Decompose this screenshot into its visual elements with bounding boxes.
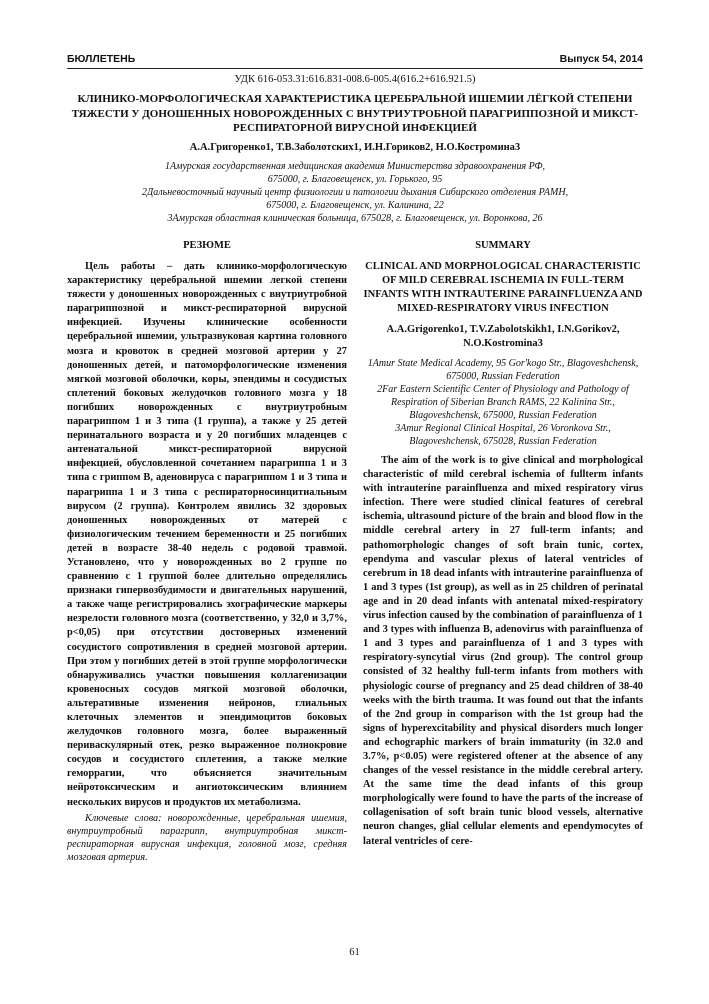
summary-body: The aim of the work is to give clinical and morphological characteristic of mild cerebral ischemia of fullterm infants with intrauterine parainfluenza and mixed respiratory virus infection. There were studied clinical features of cerebral ischemia, ultrasound picture of the brain and blood flow in the middle cerebral artery in 27 full-term infants; and pathomorphologic changes of soft brain tunic, cortex, ependyma and vascular plexus of lateral ventricles of cerebrum in 18 dead infants with intrauterine parainfluenza of 1 and 3 types (1st group), as well as in 25 children of perinatal age and in 20 dead infants with antenatal mixed-respiratory virus infection caused by the combination of parainfluenza of 1 and 3 types with influenza B, adenovirus with parainfluenza of 1 and 3 types and parainfluenza of 1 and 3 types with respiratory-syncytial virus (2nd group). The control group consisted of 32 healthy full-term infants from mothers with physiologic course of pregnancy and 25 dead children of 38-40 weeks with the birth trauma. It was found out that the infants of the 2nd group in comparison with the 1st group had the signs of hyperexcitability and physical disorders much longer and echographic markers of brain immaturity (in 32.0 and 3.7%, p<0.05) were registered oftener at the absence of any changes of the vessel resistance in the middle cerebral artery. At the same time the dead infants of this group morphologically were found to have the parts of the increase of collagenisation of soft brain tunic blood vessels, alternative neuron changes, glial cellular elements and ependymocytes of lateral ventricles of cere-	[363, 455, 643, 847]
english-title: CLINICAL AND MORPHOLOGICAL CHARACTERISTIC OF MILD CEREBRAL ISCHEMIA IN FULL-TERM INFANTS WITH INTRAUTERINE PARAINFLUENZA AND MIXED-RESPIRATORY VIRUS INFECTION	[363, 261, 643, 314]
summary-column	[363, 240, 643, 849]
affiliations	[67, 160, 643, 225]
resume-heading: РЕЗЮМЕ	[183, 240, 231, 251]
affiliation-line: 3Амурская областная клиническая больница, 675028, г. Благовещенск, ул. Воронкова, 26	[167, 213, 543, 224]
affiliation-line: 2Дальневосточный научный центр физиологии и патологии дыхания Сибирского отделения РАМН,	[141, 187, 569, 198]
header-rule	[67, 68, 643, 69]
resume-body: Цель работы – дать клинико-морфологическую характеристику церебральной ишемии легкой степени тяжести у доношенных новорожденных с внутриутробной парагриппозной и микст-респираторной вирусной инфекцией. Изучены клинические особенности церебральной ишемии, ультразвуковая картина головного мозга и кровоток в средней мозговой артерии у 27 доношенных детей, и патоморфологические изменения мягкой мозговой оболочки, коры, эпендимы и сосудистых сплетений боковых желудочков головного мозга у 18 погибших новорожденных с внутриутробным парагриппом 1 и 3 типа (1 группа), а также у 25 детей перинатального возраста и у 20 погибших младенцев с антенатальной микст-респираторной вирусной инфекцией, обусловленной сочетанием парагриппа 1 и 3 типа с гриппом В, аденовируса с парагриппом 1 и 3 типа и парагриппа 1 и 3 типа с респираторносинцитиальным вирусом (2 группа). Контролем явились 32 здоровых доношенных новорожденных от матерей с физиологическим течением беременности и 25 погибших детей в возрасте 38-40 недель с родовой травмой. Установлено, что у новорожденных во 2 группе по сравнению с 1 группой более длительно определялись признаки гипервозбудимости и двигательных нарушений, а также чаще регистрировались эхографические маркеры незрелости головного мозга (соответственно, у 32,0 и 3,7%, p<0,05) при отсутствии достоверных изменений сосудистого сопротивления в средней мозговой артерии. При этом у погибших детей в этой группе морфологически обнаруживались участки повышения коллагенизации кровеносных сосудов мягкой мозговой оболочки, альтеративные изменения нейронов, глиальных клеточных элементов и эпендимоцитов боковых желудочков головного мозга, более выраженный периваскулярный отек, резко выраженное полнокровие сосудов и сосудистого сплетения, а также мелкие геморрагии, что объясняется значительным нейротоксическим и ангиотоксическим влиянием нескольких вирусов и продуктов их метаболизма.	[67, 261, 347, 808]
resume-column	[67, 240, 347, 864]
english-author-list: A.A.Grigorenko1, T.V.Zabolotskikh1, I.N.Gorikov2, N.O.Kostromina3	[386, 324, 620, 349]
english-affiliations	[363, 357, 643, 448]
udc-code: УДК 616-053.31:616.831-008.6-005.4(616.2+616.921.5)	[234, 74, 476, 85]
keywords: Ключевые слова: новорожденные, церебральная ишемия, внутриутробный парагрипп, внутриутробная микст-респираторная вирусная инфекция, головной мозг, средняя мозговая артерия.	[67, 812, 347, 863]
affiliation-line: 675000, г. Благовещенск, ул. Калинина, 22	[266, 200, 444, 211]
english-affiliation: 1Amur State Medical Academy, 95 Gor'kogo Str., Blagoveshchensk, 675000, Russian Federation	[367, 358, 639, 382]
affiliation-line: 1Амурская государственная медицинская академия Министерства здравоохранения РФ,	[165, 161, 545, 172]
page-number: 61	[349, 947, 360, 958]
english-affiliation: 2Far Eastern Scientific Center of Physiology and Pathology of Respiration of Siberian Branch RAMS, 22 Kalinina Str., Blagoveshchensk, 675000, Russian Federation	[377, 384, 629, 421]
author-list: А.А.Григоренко1, Т.В.Заболотских1, И.Н.Гориков2, Н.О.Костромина3	[189, 142, 521, 153]
journal-name: БЮЛЛЕТЕНЬ	[67, 53, 136, 65]
issue-label: Выпуск 54, 2014	[559, 53, 643, 65]
article-title: КЛИНИКО-МОРФОЛОГИЧЕСКАЯ ХАРАКТЕРИСТИКА ЦЕРЕБРАЛЬНОЙ ИШЕМИИ ЛЁГКОЙ СТЕПЕНИ ТЯЖЕСТИ У ДОНОШЕННЫХ НОВОРОЖДЕННЫХ С ВНУТРИУТРОБНОЙ ПАРАГРИППОЗНОЙ И МИКСТ-РЕСПИРАТОРНОЙ ВИРУСНОЙ ИНФЕКЦИЕЙ	[71, 93, 639, 134]
affiliation-line: 675000, г. Благовещенск, ул. Горького, 95	[267, 174, 443, 185]
summary-heading: SUMMARY	[475, 240, 531, 251]
english-affiliation: 3Amur Regional Clinical Hospital, 26 Voronkova Str., Blagoveshchensk, 675028, Russian Federation	[395, 423, 611, 447]
